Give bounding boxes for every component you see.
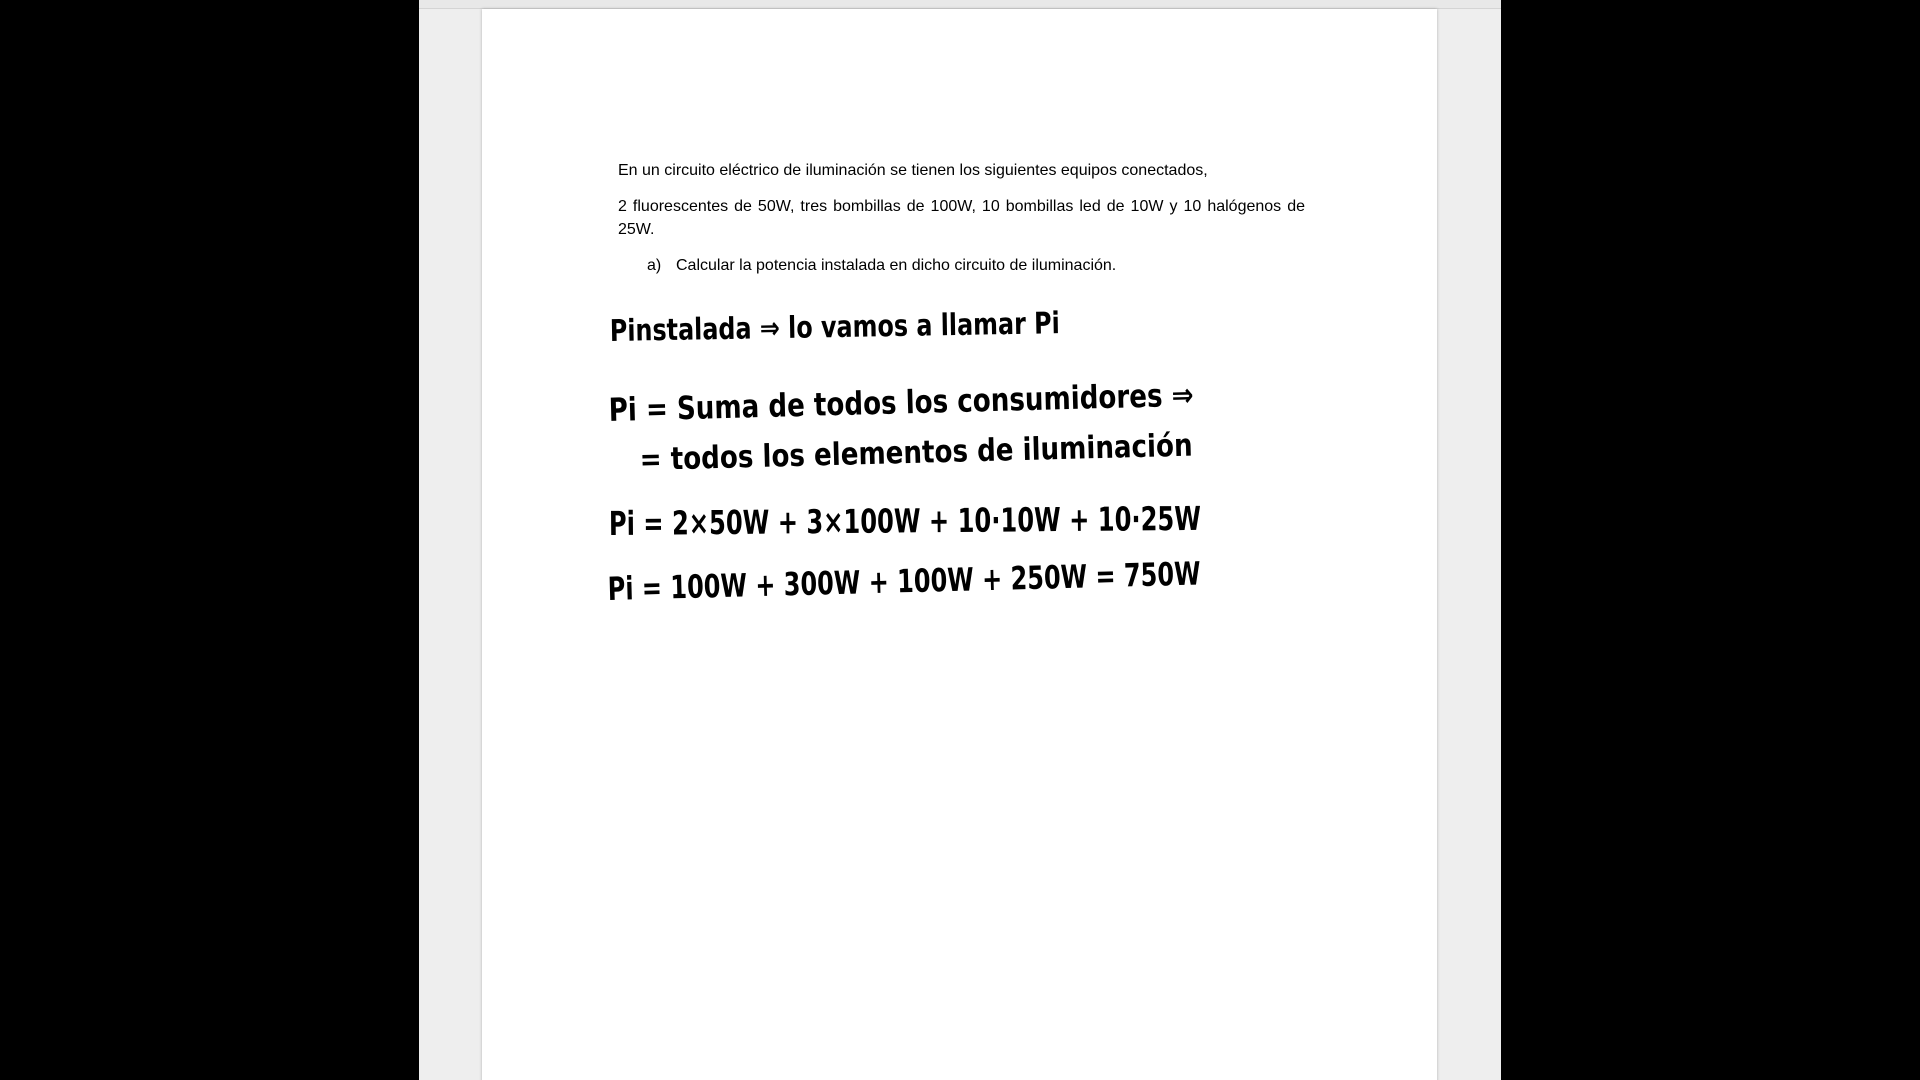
list-item-text: Calcular la potencia instalada en dicho circuito de iluminación.	[676, 257, 1117, 274]
viewer-top-edge	[419, 0, 1501, 9]
handwritten-line-elements: = todos los elementos de iluminación	[639, 424, 1296, 478]
document-page	[482, 9, 1437, 1080]
handwritten-line-definition: Pinstalada ⇒ lo vamos a llamar Pi	[609, 304, 1177, 349]
handwritten-line-sum: Pi = Suma de todos los consumidores ⇒	[608, 372, 1325, 429]
paragraph-equipment: 2 fluorescentes de 50W, tres bombillas de 100W, 10 bombillas led de 10W y 10 halógenos de 25W.	[618, 198, 1305, 238]
paragraph-intro: En un circuito eléctrico de iluminación se tienen los siguientes equipos conectados,	[618, 162, 1208, 179]
handwritten-notes	[482, 9, 1437, 709]
handwritten-line-result: Pi = 100W + 300W + 100W + 250W = 750W	[607, 549, 1399, 608]
list-item-marker: a)	[647, 257, 662, 274]
document-viewer[interactable]	[419, 0, 1501, 1080]
handwritten-line-formula: Pi = 2×50W + 3×100W + 10·10W + 10·25W	[608, 496, 1418, 543]
